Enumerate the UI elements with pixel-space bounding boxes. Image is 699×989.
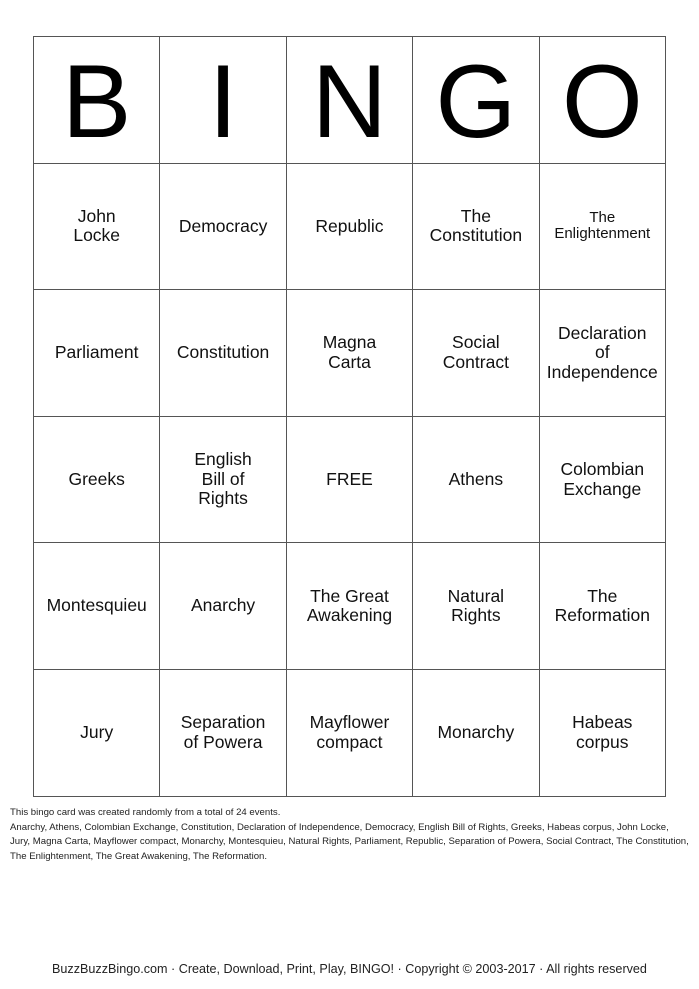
bingo-cell: [413, 290, 539, 417]
cell-label: [554, 210, 650, 244]
cell-line: Democracy: [178, 215, 268, 236]
bingo-cell: [160, 290, 286, 417]
header-letter-n: N: [286, 37, 412, 164]
card-description: [10, 806, 690, 864]
header-letter-o: O: [539, 37, 665, 164]
bingo-cell: [160, 416, 286, 543]
cell-line: The: [589, 208, 616, 226]
bingo-cell: [286, 290, 412, 417]
bingo-cell: [539, 543, 665, 670]
grid-row: [34, 669, 666, 796]
bingo-cell: [160, 163, 286, 290]
event-count-note: This bingo card was created randomly from a total of 24 events.: [10, 807, 281, 818]
bingo-grid: [34, 163, 666, 796]
header-letter-i: I: [160, 37, 286, 164]
cell-label: [73, 207, 120, 246]
cell-label: [555, 587, 650, 626]
bingo-cell: [160, 669, 286, 796]
cell-label: [310, 713, 390, 752]
cell-line: Republic: [315, 215, 384, 236]
cell-line: Reformation: [554, 605, 650, 626]
cell-line: Carta: [328, 351, 371, 372]
cell-label: [326, 470, 373, 490]
cell-label: [181, 713, 266, 752]
grid-row: [34, 543, 666, 670]
header-letter-b: B: [34, 37, 160, 164]
cell-line: Independence: [546, 361, 658, 382]
bingo-cell: [34, 543, 160, 670]
bingo-cell: [539, 163, 665, 290]
bingo-cell: [160, 543, 286, 670]
cell-line: Natural: [447, 585, 505, 606]
bingo-cell: [286, 543, 412, 670]
cell-label: [68, 470, 124, 490]
cell-label: [437, 723, 514, 743]
grid-row: [34, 290, 666, 417]
bingo-cell: [34, 163, 160, 290]
cell-line: Constitution: [176, 342, 270, 363]
cell-label: [194, 450, 251, 509]
cell-label: [47, 596, 147, 616]
cell-line: The Great: [310, 585, 389, 606]
cell-line: Habeas: [572, 712, 633, 733]
bingo-cell: [286, 669, 412, 796]
bingo-cell: [413, 163, 539, 290]
cell-label: [315, 217, 383, 237]
cell-line: Rights: [198, 488, 248, 509]
cell-label: [547, 324, 658, 383]
cell-line: Magna: [322, 332, 377, 353]
cell-label: [323, 333, 377, 372]
cell-line: Rights: [451, 605, 501, 626]
bingo-card: [33, 36, 666, 797]
event-list: Anarchy, Athens, Colombian Exchange, Constitution, Declaration of Independence, Democracy, English Bill of Rights, Greeks, Habeas corpus, John Locke, Jury, Magna Carta, Mayflower compact, Monarchy, Montesquieu, Natural Rights, Parliament, Republic, Separation of Powera, Social Contract, The Constitution, The Enlightenment, The Great Awakening, The Reformation.: [10, 821, 689, 862]
cell-line: corpus: [576, 731, 629, 752]
cell-line: Social: [452, 332, 500, 353]
cell-label: [55, 343, 139, 363]
cell-line: Jury: [80, 721, 114, 742]
free-space-cell: [286, 416, 412, 543]
cell-line: Enlightenment: [554, 225, 651, 243]
cell-label: [191, 596, 255, 616]
cell-label: [179, 217, 268, 237]
cell-line: Awakening: [306, 605, 393, 626]
cell-label: [177, 343, 269, 363]
cell-line: The: [460, 205, 491, 226]
bingo-cell: [539, 669, 665, 796]
cell-line: of: [594, 342, 610, 363]
bingo-cell: [34, 416, 160, 543]
cell-line: Colombian: [560, 458, 645, 479]
cell-line: English: [194, 449, 252, 470]
header-row: [34, 37, 666, 164]
grid-row: [34, 416, 666, 543]
bingo-cell: [539, 416, 665, 543]
bingo-cell: [34, 669, 160, 796]
bingo-cell: [413, 416, 539, 543]
bingo-cell: [286, 163, 412, 290]
bingo-cell: [413, 543, 539, 670]
cell-line: Bill of: [201, 468, 245, 489]
cell-label: [430, 207, 522, 246]
cell-line: Monarchy: [437, 721, 515, 742]
cell-line: Separation: [180, 712, 266, 733]
cell-line: Declaration: [558, 322, 647, 343]
cell-label: [572, 713, 632, 752]
cell-line: FREE: [326, 468, 373, 489]
bingo-cell: [539, 290, 665, 417]
cell-label: [307, 587, 392, 626]
cell-label: [80, 723, 113, 743]
cell-line: Greeks: [68, 468, 125, 489]
cell-line: Parliament: [54, 342, 139, 363]
cell-label: [560, 460, 644, 499]
grid-row: [34, 163, 666, 290]
header-letter-g: G: [413, 37, 539, 164]
cell-line: Athens: [448, 468, 504, 489]
cell-line: Locke: [73, 225, 121, 246]
copyright-footer: BuzzBuzzBingo.com · Create, Download, Print, Play, BINGO! · Copyright © 2003-2017 · All rights reserved: [52, 962, 647, 976]
bingo-cell: [413, 669, 539, 796]
bingo-cell: [34, 290, 160, 417]
cell-line: Montesquieu: [46, 595, 147, 616]
cell-line: Mayflower: [309, 712, 390, 733]
cell-line: John: [77, 205, 116, 226]
cell-label: [449, 470, 503, 490]
cell-line: compact: [316, 731, 383, 752]
cell-line: Anarchy: [190, 595, 256, 616]
cell-line: of Powera: [183, 731, 263, 752]
cell-label: [443, 333, 509, 372]
cell-line: Constitution: [429, 225, 523, 246]
cell-line: Exchange: [563, 478, 642, 499]
cell-line: Contract: [442, 351, 509, 372]
cell-line: The: [587, 585, 618, 606]
cell-label: [448, 587, 504, 626]
